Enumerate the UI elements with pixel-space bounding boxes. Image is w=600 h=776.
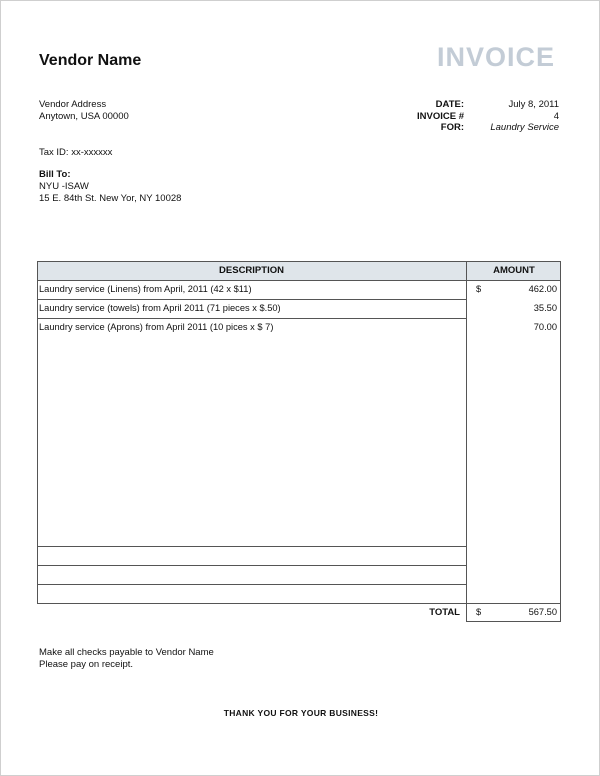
total-value: 567.50	[528, 607, 557, 617]
invoice-number-value: 4	[553, 110, 559, 122]
bill-to	[39, 169, 181, 205]
line-items-table	[37, 261, 561, 621]
table-row-description: Laundry service (Linens) from April, 2011 (42 x $11)	[39, 284, 252, 294]
vendor-address-line1: Vendor Address	[39, 99, 107, 110]
vendor-name: Vendor Name	[39, 52, 142, 69]
table-row-amount: 70.00	[533, 322, 557, 332]
table-row-amount: 462.00	[528, 284, 557, 294]
payment-note-line2: Please pay on receipt.	[39, 659, 134, 670]
description-header: DESCRIPTION	[219, 265, 284, 276]
row-divider	[37, 299, 467, 300]
row-divider	[37, 546, 467, 547]
table-border-top	[37, 261, 561, 262]
table-border-right	[560, 261, 561, 622]
date-value: July 8, 2011	[508, 99, 559, 110]
row-currency-symbol: $	[476, 284, 482, 294]
row-divider	[37, 565, 467, 566]
invoice-meta	[384, 99, 559, 134]
vendor-address	[39, 99, 129, 123]
payment-notes	[39, 647, 214, 671]
table-body-bottom	[37, 603, 561, 604]
vendor-address-line2: Anytown, USA 00000	[39, 111, 129, 122]
table-row-description: Laundry service (towels) from April 2011 (71 pieces x $.50)	[39, 303, 281, 313]
table-border-left	[37, 261, 38, 604]
invoice-title: INVOICE	[436, 42, 555, 72]
bill-to-name: NYU -ISAW	[39, 181, 89, 192]
total-box-bottom	[466, 621, 561, 622]
date-label: DATE:	[435, 99, 464, 110]
header-divider	[37, 280, 561, 281]
amount-header: AMOUNT	[493, 265, 535, 276]
payment-note-line1: Make all checks payable to Vendor Name	[39, 647, 214, 658]
for-label: FOR:	[440, 122, 464, 133]
for-value: Laundry Service	[490, 122, 559, 133]
table-row-amount: 35.50	[533, 303, 557, 313]
bill-to-address: 15 E. 84th St. New Yor, NY 10028	[39, 193, 182, 204]
row-divider	[37, 584, 467, 585]
column-divider	[466, 261, 467, 622]
total-currency-symbol: $	[476, 607, 482, 617]
tax-id: Tax ID: xx-xxxxxx	[39, 147, 113, 158]
bill-to-label: Bill To:	[39, 169, 71, 180]
row-divider	[37, 318, 467, 319]
table-row-description: Laundry service (Aprons) from April 2011 (10 pices x $ 7)	[39, 322, 274, 332]
total-label: TOTAL	[429, 607, 460, 618]
thank-you-footer: THANK YOU FOR YOUR BUSINESS!	[223, 708, 379, 718]
invoice-number-label: INVOICE #	[417, 110, 464, 122]
